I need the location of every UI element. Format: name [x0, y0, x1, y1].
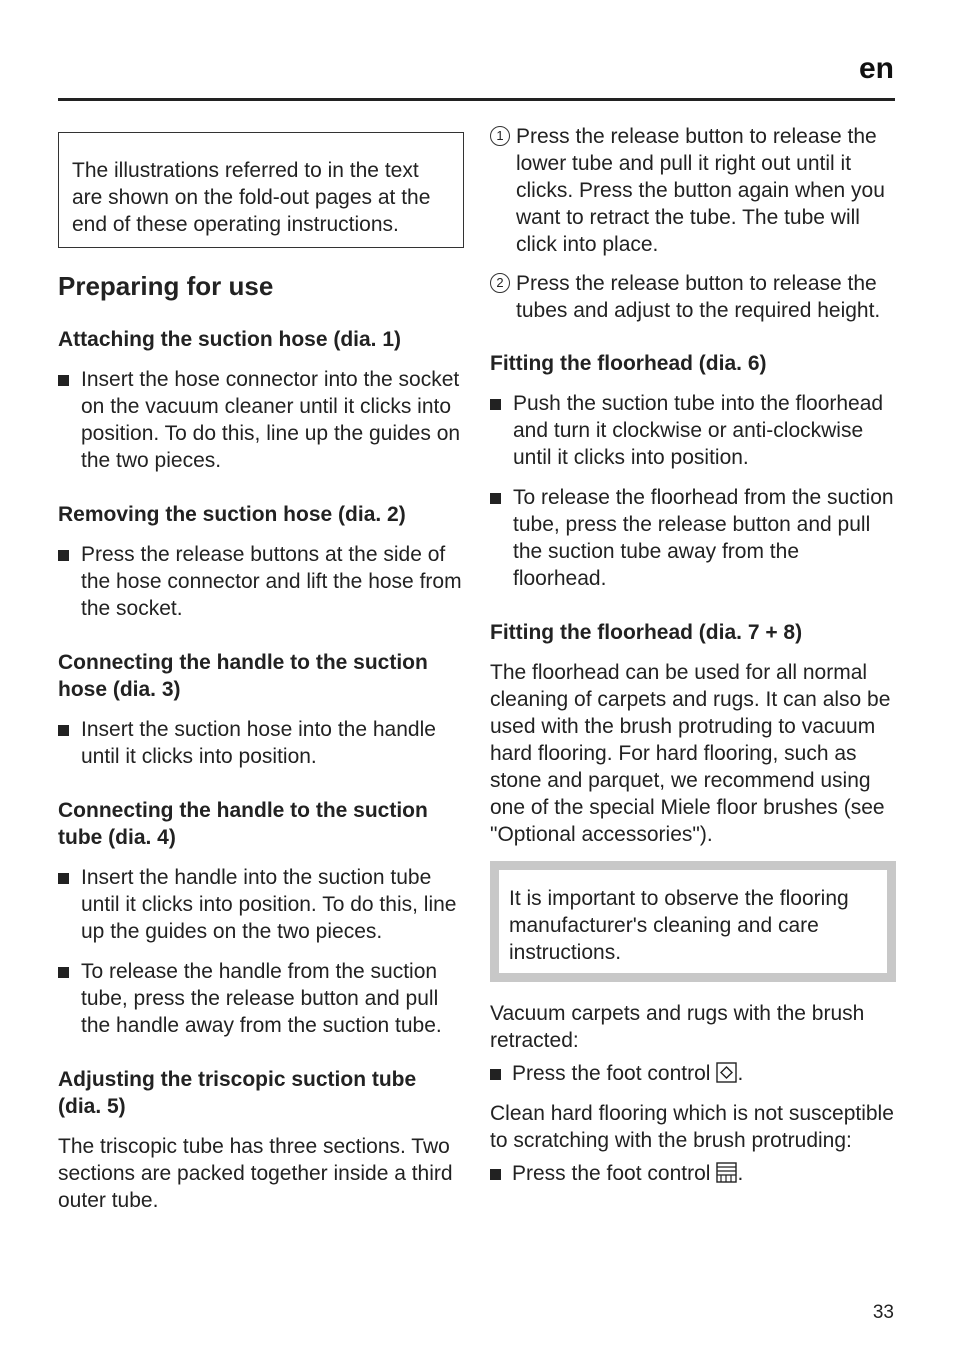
language-tag: en [858, 52, 894, 85]
right-column [490, 123, 896, 1200]
illustration-note-box [58, 132, 464, 248]
step-2 [490, 270, 896, 324]
subhead-floorhead-6: Fitting the floorhead (dia. 6) [490, 352, 767, 375]
bullet-remove-hose: Press the release buttons at the side of the hose connector and lift the hose from the socket. [58, 541, 464, 622]
hard-intro: Clean hard flooring which is not susceptible to scratching with the brush protruding: [490, 1102, 894, 1152]
warning-text: It is important to observe the flooring manufacturer's cleaning and care instructions. [499, 870, 887, 973]
bullet-floorhead-release: To release the floorhead from the suction tube, press the release button and pull the suction tube away from the floorhead. [490, 484, 896, 592]
header-rule [58, 98, 895, 101]
hard-floor-symbol-icon [716, 1162, 737, 1183]
step-2-text: Press the release button to release the tubes and adjust to the required height. [516, 272, 881, 322]
step-1-text: Press the release button to release the lower tube and pull it right out until it clicks. Press the button again when you want to retract the tube. The tube will click into place. [516, 125, 885, 256]
illustration-note-text: The illustrations referred to in the text are shown on the fold-out pages at the end of these operating instructions. [72, 159, 431, 236]
subhead-handle-hose: Connecting the handle to the suction hose (dia. 3) [58, 651, 428, 701]
carpet-action-text: Press the foot control [512, 1062, 711, 1085]
carpet-symbol-icon [716, 1062, 737, 1083]
bullet-handle-tube-insert: Insert the handle into the suction tube until it clicks into position. To do this, line up the guides on the two pieces. [58, 864, 464, 945]
para-floorhead-use: The floorhead can be used for all normal cleaning of carpets and rugs. It can also be used with the brush protruding to vacuum hard flooring. For hard flooring, such as stone and parquet, we recommend using one of the special Miele floor brushes (see "Optional accessories"). [490, 661, 891, 846]
hard-action [490, 1160, 896, 1187]
left-column [58, 123, 464, 1227]
subhead-handle-tube: Connecting the handle to the suction tube (dia. 4) [58, 799, 428, 849]
step-2-number: 2 [490, 273, 510, 293]
step-1-number: 1 [490, 126, 510, 146]
subhead-floorhead-78: Fitting the floorhead (dia. 7 + 8) [490, 621, 803, 644]
warning-box [490, 861, 896, 982]
hard-action-text: Press the foot control [512, 1162, 711, 1185]
bullet-attach-hose: Insert the hose connector into the socket on the vacuum cleaner until it clicks into position. To do this, line up the guides on the two pieces. [58, 366, 464, 474]
carpet-intro: Vacuum carpets and rugs with the brush retracted: [490, 1002, 865, 1052]
step-1 [490, 123, 896, 258]
hard-action-dot: . [737, 1162, 744, 1185]
bullet-handle-hose: Insert the suction hose into the handle until it clicks into position. [58, 716, 464, 770]
subhead-attaching-hose: Attaching the suction hose (dia. 1) [58, 328, 402, 351]
para-triscopic: The triscopic tube has three sections. Two sections are packed together inside a third outer tube. [58, 1135, 453, 1212]
page-number: 33 [872, 1302, 894, 1323]
subhead-triscopic: Adjusting the triscopic suction tube (dia. 5) [58, 1068, 417, 1118]
subhead-removing-hose: Removing the suction hose (dia. 2) [58, 503, 406, 526]
bullet-handle-tube-release: To release the handle from the suction tube, press the release button and pull the handle away from the suction tube. [58, 958, 464, 1039]
carpet-action-dot: . [737, 1062, 744, 1085]
carpet-action [490, 1060, 896, 1087]
section-title-preparing: Preparing for use [58, 271, 274, 301]
bullet-floorhead-push: Push the suction tube into the floorhead and turn it clockwise or anti-clockwise until it clicks into position. [490, 390, 896, 471]
